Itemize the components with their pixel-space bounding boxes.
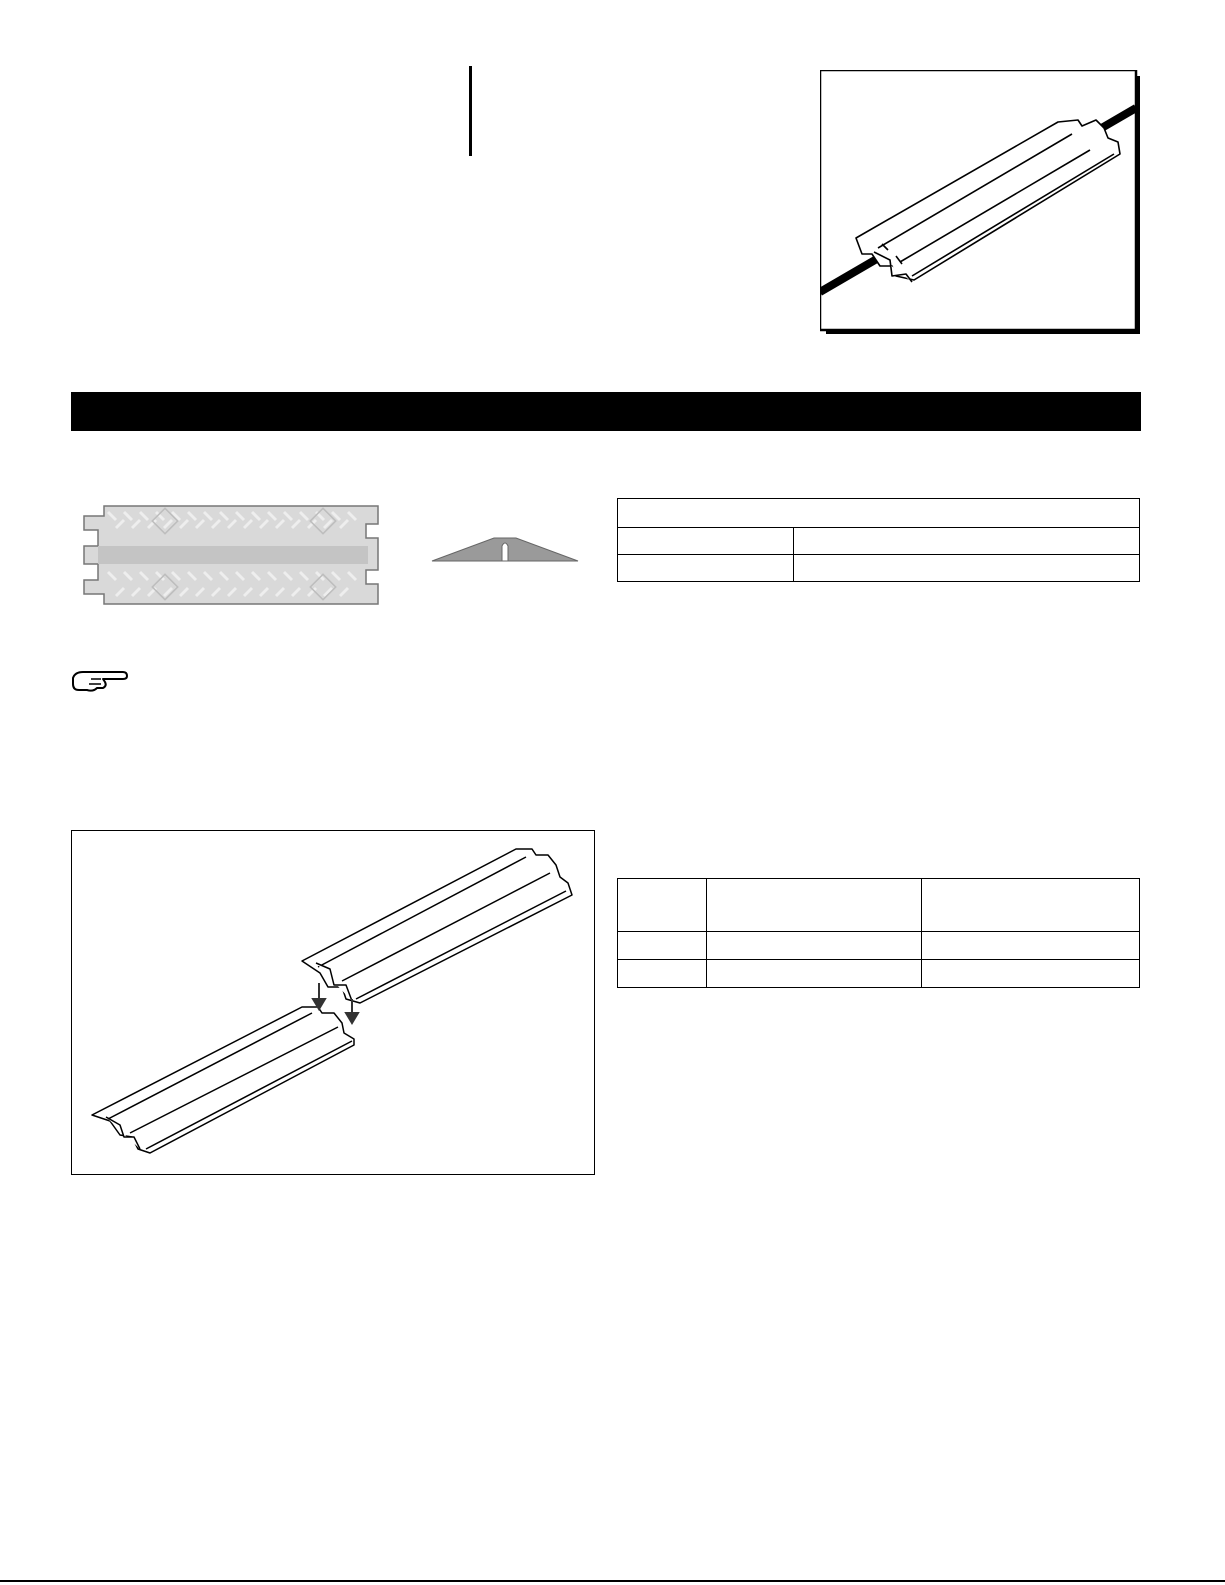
header-divider (469, 66, 472, 156)
table-cell (707, 960, 922, 988)
table-cell (618, 960, 707, 988)
table-row (618, 960, 1140, 988)
spec-label (618, 555, 794, 582)
spec-table (617, 498, 1140, 582)
hero-product-illustration (820, 70, 1142, 336)
footer-rule (0, 1580, 1225, 1582)
table-cell (707, 932, 922, 960)
table-cell (922, 932, 1140, 960)
compat-header (922, 879, 1140, 932)
compat-table (617, 878, 1140, 988)
table-row (618, 932, 1140, 960)
spec-value (794, 555, 1140, 582)
spec-label (618, 528, 794, 555)
table-row (618, 528, 1140, 555)
connection-figure (71, 830, 595, 1175)
spec-value (794, 528, 1140, 555)
compat-header (618, 879, 707, 932)
pointing-hand-icon (71, 668, 129, 694)
protector-profile-view (430, 530, 580, 565)
table-cell (922, 960, 1140, 988)
spec-table-header (618, 499, 1140, 528)
section-header-bar (71, 392, 1141, 431)
compat-header (707, 879, 922, 932)
protector-top-view (78, 500, 390, 610)
table-row (618, 555, 1140, 582)
table-cell (618, 932, 707, 960)
connection-illustration (72, 831, 593, 1173)
